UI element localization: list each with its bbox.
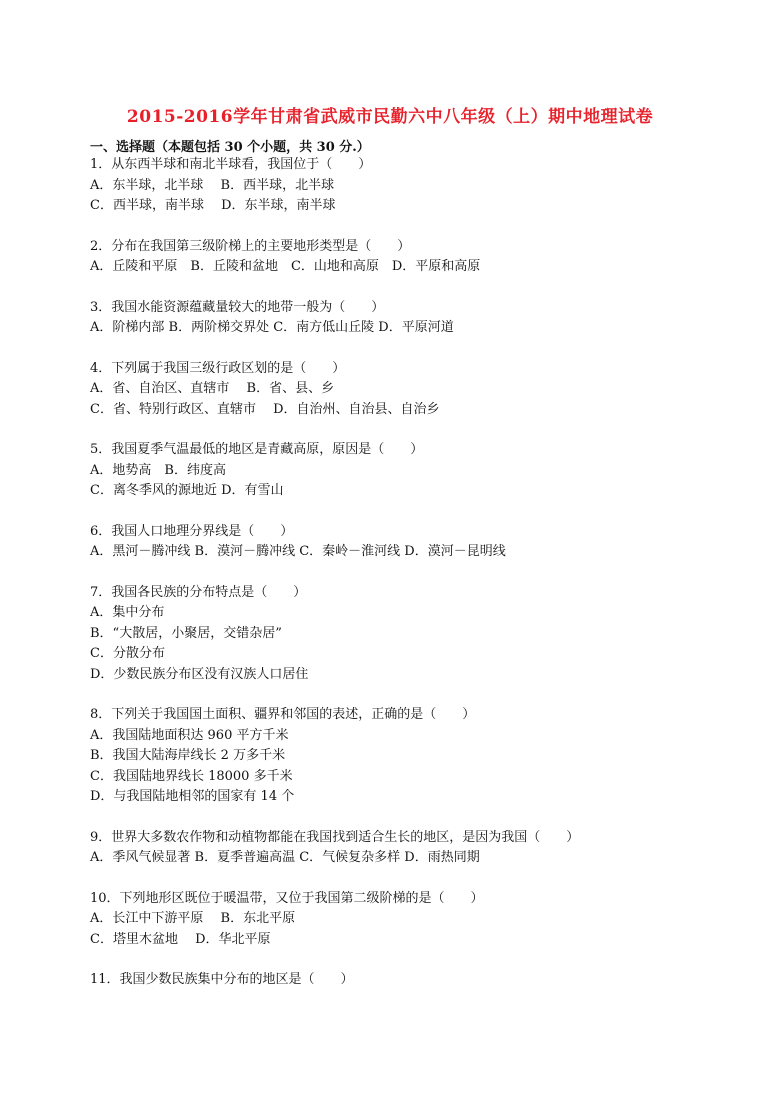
answer-options: B．“大散居，小聚居，交错杂居” — [90, 625, 282, 641]
question-stem: 11．我国少数民族集中分布的地区是（ ） — [90, 972, 354, 987]
answer-options: A．黑河－腾冲线 B．漠河－腾冲线 C．秦岭－淮河线 D．漠河－昆明线 — [90, 544, 506, 559]
answer-options: C．我国陆地界线长 18000 多千米 — [90, 768, 293, 784]
answer-options: A．东半球，北半球 B．西半球，北半球 — [90, 177, 335, 193]
question-stem: 8．下列关于我国国土面积、疆界和邻国的表述，正确的是（ ） — [90, 707, 476, 722]
answer-options: C．西半球，南半球 D．东半球，南半球 — [90, 198, 336, 213]
exam-title: 2015-2016学年甘肃省武威市民勤六中八年级（上）期中地理试卷 — [126, 107, 654, 127]
section-heading: 一、选择题（本题包括 30 个小题，共 30 分.） — [90, 140, 370, 155]
answer-options: C．塔里木盆地 D．华北平原 — [90, 931, 271, 947]
question-item — [90, 237, 730, 278]
question-stem: 6．我国人口地理分界线是（ ） — [90, 523, 294, 539]
answer-options: A．长江中下游平原 B．东北平原 — [90, 911, 296, 926]
question-item — [90, 889, 730, 951]
question-stem: 1．从东西半球和南北半球看，我国位于（ ） — [90, 157, 372, 172]
answer-options: A．省、自治区、直辖市 B．省、县、乡 — [90, 381, 335, 396]
question-list — [90, 155, 730, 1011]
answer-options: A．集中分布 — [90, 605, 165, 620]
answer-options: C．离冬季风的源地近 D．有雪山 — [90, 483, 284, 498]
answer-options: C．分散分布 — [90, 646, 165, 661]
question-item — [90, 583, 730, 686]
question-stem: 4．下列属于我国三级行政区划的是（ ） — [90, 360, 346, 376]
answer-options: A．季风气候显著 B．夏季普遍高温 C．气候复杂多样 D．雨热同期 — [90, 850, 480, 865]
answer-options: B．我国大陆海岸线长 2 万多千米 — [90, 748, 286, 763]
answer-options: A．丘陵和平原 B．丘陵和盆地 C．山地和高原 D．平原和高原 — [90, 259, 481, 274]
answer-options: A．阶梯内部 B．两阶梯交界处 C．南方低山丘陵 D．平原河道 — [90, 320, 454, 335]
question-item — [90, 705, 730, 808]
question-stem: 2．分布在我国第三级阶梯上的主要地形类型是（ ） — [90, 238, 411, 254]
answer-options: A．我国陆地面积达 960 平方千米 — [90, 727, 289, 743]
question-item — [90, 522, 730, 563]
question-stem: 9．世界大多数农作物和动植物都能在我国找到适合生长的地区，是因为我国（ ） — [90, 829, 580, 845]
question-item — [90, 828, 730, 869]
question-item — [90, 440, 730, 502]
question-item — [90, 155, 730, 217]
answer-options: D．少数民族分布区没有汉族人口居住 — [90, 666, 309, 682]
question-item — [90, 359, 730, 421]
question-item — [90, 298, 730, 339]
question-stem: 7．我国各民族的分布特点是（ ） — [90, 584, 307, 600]
question-stem: 10．下列地形区既位于暖温带，又位于我国第二级阶梯的是（ ） — [90, 890, 484, 906]
answer-options: C．省、特别行政区、直辖市 D．自治州、自治县、自治乡 — [90, 401, 440, 417]
answer-options: A．地势高 B．纬度高 — [90, 462, 226, 478]
question-stem: 3．我国水能资源蕴藏量较大的地带一般为（ ） — [90, 299, 385, 315]
answer-options: D．与我国陆地相邻的国家有 14 个 — [90, 789, 295, 804]
question-item — [90, 970, 730, 991]
question-stem: 5．我国夏季气温最低的地区是青藏高原，原因是（ ） — [90, 442, 424, 457]
